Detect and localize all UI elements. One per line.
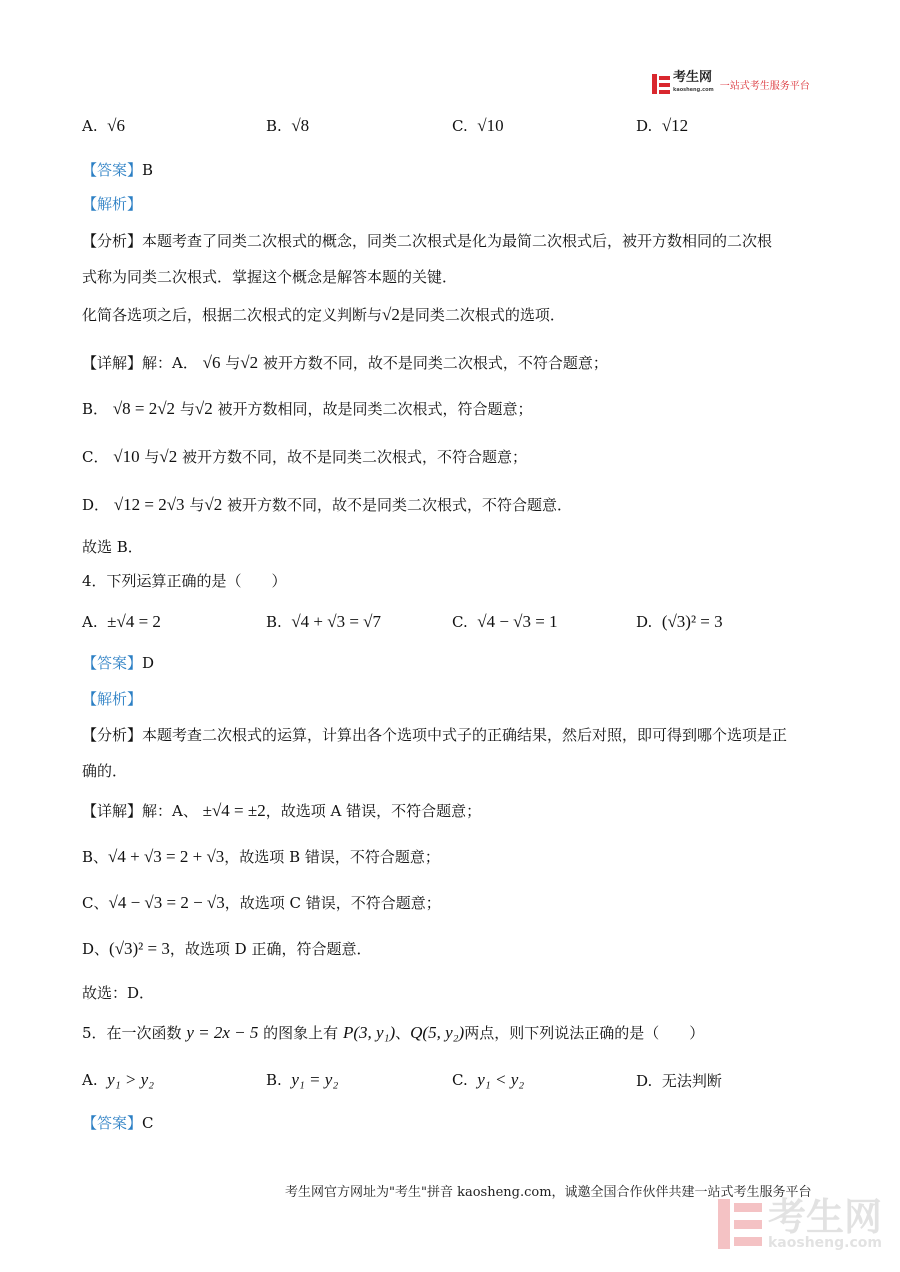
q3-option-c: C. √10 [452,116,504,135]
q4-detail-b: B、√4 + √3 = 2 + √3，故选项 B 错误，不符合题意； [82,847,440,866]
q3-jiexi-tag: 【解析】 [82,195,143,213]
watermark-name: 考生网 kaosheng.com [768,1195,883,1251]
q4-option-d: D. (√3)² = 3 [636,612,723,631]
q3-method-line: 化简各选项之后，根据二次根式的定义判断与√2是同类二次根式的选项． [82,305,565,324]
q3-detail-c: C． √10 与√2 被开方数不同，故不是同类二次根式，不符合题意； [82,447,528,466]
q3-fenxi-line1: 【分析】本题考查了同类二次根式的概念，同类二次根式是化为最简二次根式后，被开方数相同的二次根 [82,232,773,250]
q5-stem: 5．在一次函数 y = 2x − 5 的图象上有 P(3, y₁)、Q(5, y₂)两点，则下列说法正确的是（ ） [82,1023,705,1042]
q4-stem: 4．下列运算正确的是（ ） [82,572,287,590]
q4-detail-c: C、√4 − √3 = 2 − √3，故选项 C 错误，不符合题意； [82,893,441,912]
q4-option-c: C. √4 − √3 = 1 [452,612,558,631]
q5-option-d: D. 无法判断 [636,1072,722,1090]
q5-answer: 【答案】C [82,1114,154,1132]
q3-detail-d: D． √12 = 2√3 与√2 被开方数不同，故不是同类二次根式，不符合题意． [82,495,572,514]
q3-detail-a: 【详解】解：A． √6 与√2 被开方数不同，故不是同类二次根式，不符合题意； [82,353,608,372]
watermark-logo [718,1195,883,1251]
logo-domain: kaosheng.com [673,87,714,93]
q3-detail-b: B． √8 = 2√2 与√2 被开方数相同，故是同类二次根式，符合题意； [82,399,533,418]
q4-conclusion: 故选：D． [82,984,155,1002]
logo-name: 考生网 kaosheng.com [673,72,714,96]
watermark-mark-icon [718,1199,762,1249]
q4-fenxi-line1: 【分析】本题考查二次根式的运算，计算出各个选项中式子的正确结果，然后对照，即可得到哪个选项是正 [82,726,788,744]
q3-conclusion: 故选 B． [82,538,143,556]
q5-option-a: A. y₁ > y₂ [82,1070,155,1089]
q5-option-c: C. y₁ < y₂ [452,1070,525,1089]
logo-mark-icon [652,74,670,94]
watermark-domain: kaosheng.com [768,1235,882,1251]
q3-option-d: D. √12 [636,116,689,135]
q4-detail-a: 【详解】解：A、 ±√4 = ±2，故选项 A 错误，不符合题意； [82,801,482,820]
q3-option-b: B. √8 [266,116,310,135]
q3-fenxi-line2: 式称为同类二次根式．掌握这个概念是解答本题的关键． [82,268,458,286]
header-slogan: 一站式考生服务平台 [719,80,810,92]
q4-answer: 【答案】D [82,654,155,672]
q4-detail-d: D、(√3)² = 3，故选项 D 正确，符合题意． [82,939,372,958]
header-logo [652,72,810,96]
q4-jiexi-tag: 【解析】 [82,690,143,708]
q4-option-a: A. ±√4 = 2 [82,612,161,631]
q4-fenxi-line2: 确的． [82,762,128,780]
q4-option-b: B. √4 + √3 = √7 [266,612,382,631]
q3-answer: 【答案】B [82,161,154,179]
q3-option-a: A. √6 [82,116,125,135]
footer-text: 考生网官方网址为"考生"拼音 kaosheng.com，诚邀全国合作伙伴共建一站式考生服务平台 [285,1185,812,1200]
q5-option-b: B. y₁ = y₂ [266,1070,339,1089]
